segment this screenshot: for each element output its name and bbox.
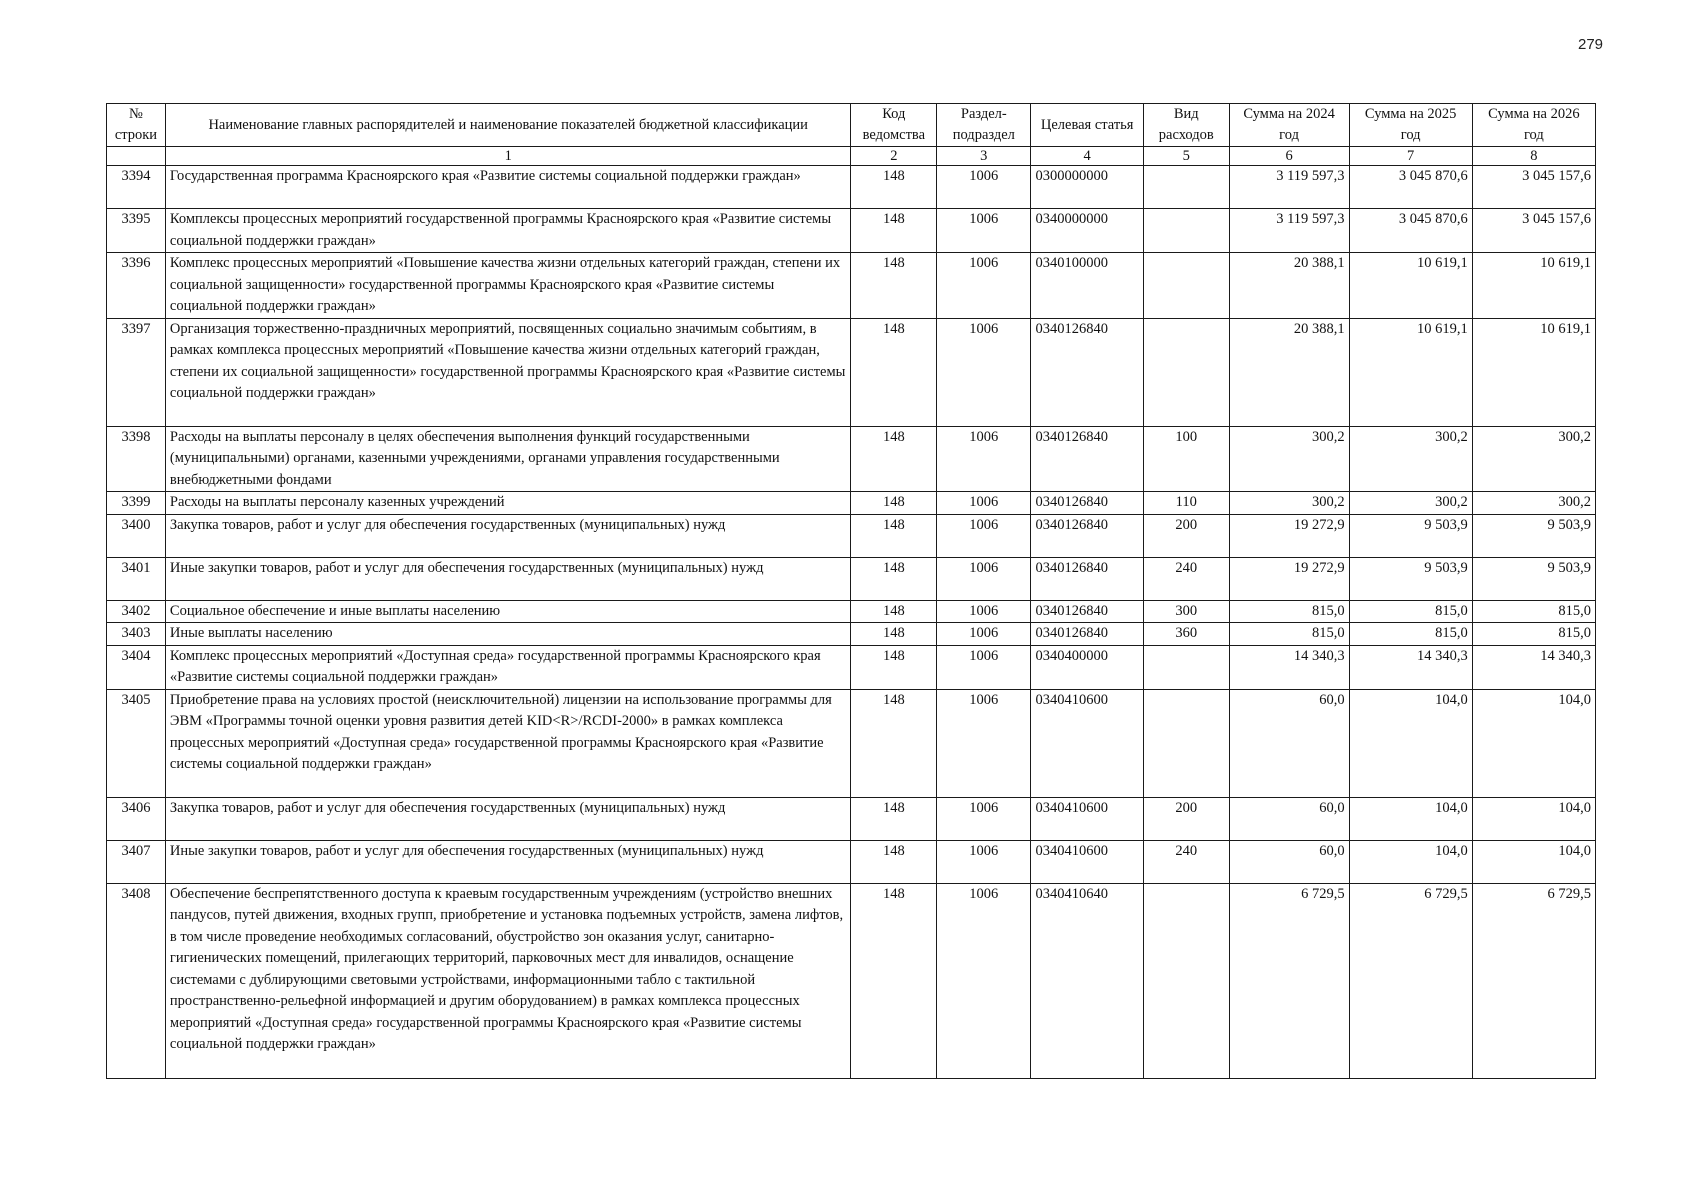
row-section: 1006 [937,883,1031,1078]
table-row [107,209,1596,253]
header-target: Целевая статья [1031,104,1143,147]
row-dept-code: 148 [851,166,937,209]
row-section: 1006 [937,797,1031,840]
row-name: Комплексы процессных мероприятий государственной программы Красноярского края «Развитие системы социальной поддержки граждан» [165,209,851,253]
table-header [107,104,1596,166]
table-row [107,492,1596,515]
header-exp-type: Вид расходов [1143,104,1229,147]
row-sum-2025: 815,0 [1349,600,1472,623]
row-number: 3404 [107,645,166,689]
row-number: 3403 [107,623,166,646]
row-name: Иные закупки товаров, работ и услуг для обеспечения государственных (муниципальных) нужд [165,840,851,883]
page-number: 279 [1578,36,1604,53]
row-section: 1006 [937,557,1031,600]
table-body [107,166,1596,1079]
table-row [107,689,1596,797]
row-section: 1006 [937,426,1031,492]
row-name: Приобретение права на условиях простой (неисключительной) лицензии на использование программы для ЭВМ «Программы точной оценки уровня развития детей KID<R>/RCDI-2000» в рамках комплекса процессных мероприятий «Доступная среда» государственной программы Красноярского края «Развитие системы социальной поддержки граждан» [165,689,851,797]
row-dept-code: 148 [851,689,937,797]
row-expense-type: 200 [1143,514,1229,557]
row-name: Расходы на выплаты персоналу в целях обеспечения выполнения функций государственными (муниципальными) органами, казенными учреждениями, органами управления государственными внебюджетными фондами [165,426,851,492]
row-name: Расходы на выплаты персоналу казенных учреждений [165,492,851,515]
table-row [107,514,1596,557]
row-target-article: 0340126840 [1031,600,1143,623]
row-name: Комплекс процессных мероприятий «Доступная среда» государственной программы Красноярского края «Развитие системы социальной поддержки граждан» [165,645,851,689]
row-dept-code: 148 [851,253,937,319]
row-target-article: 0340126840 [1031,318,1143,426]
row-number: 3398 [107,426,166,492]
table-row [107,166,1596,209]
row-sum-2024: 300,2 [1229,426,1349,492]
row-sum-2024: 60,0 [1229,689,1349,797]
row-name: Закупка товаров, работ и услуг для обеспечения государственных (муниципальных) нужд [165,514,851,557]
row-sum-2026: 815,0 [1472,600,1595,623]
row-sum-2025: 10 619,1 [1349,253,1472,319]
row-sum-2026: 104,0 [1472,689,1595,797]
row-section: 1006 [937,166,1031,209]
column-number: 3 [937,147,1031,166]
row-expense-type [1143,318,1229,426]
column-number: 7 [1349,147,1472,166]
row-target-article: 0340100000 [1031,253,1143,319]
row-sum-2026: 3 045 157,6 [1472,166,1595,209]
row-sum-2025: 300,2 [1349,492,1472,515]
header-dept: Код ведомства [851,104,937,147]
row-sum-2026: 9 503,9 [1472,557,1595,600]
row-expense-type [1143,883,1229,1078]
row-sum-2024: 3 119 597,3 [1229,166,1349,209]
row-number: 3405 [107,689,166,797]
row-sum-2026: 6 729,5 [1472,883,1595,1078]
row-number: 3396 [107,253,166,319]
row-sum-2026: 10 619,1 [1472,318,1595,426]
table-row [107,600,1596,623]
row-number: 3407 [107,840,166,883]
row-name: Организация торжественно-праздничных мероприятий, посвященных социально значимым событиям, в рамках комплекса процессных мероприятий «Повышение качества жизни отдельных категорий граждан, степени их социальной защищенности» государственной программы Красноярского края «Развитие системы социальной поддержки граждан» [165,318,851,426]
row-dept-code: 148 [851,623,937,646]
row-target-article: 0340126840 [1031,426,1143,492]
row-sum-2025: 9 503,9 [1349,514,1472,557]
row-number: 3397 [107,318,166,426]
row-dept-code: 148 [851,645,937,689]
row-target-article: 0300000000 [1031,166,1143,209]
table-row [107,623,1596,646]
row-sum-2026: 9 503,9 [1472,514,1595,557]
row-sum-2024: 60,0 [1229,797,1349,840]
row-target-article: 0340410600 [1031,689,1143,797]
column-number-row [107,147,1596,166]
row-sum-2024: 815,0 [1229,623,1349,646]
row-section: 1006 [937,623,1031,646]
row-sum-2024: 19 272,9 [1229,514,1349,557]
column-number: 2 [851,147,937,166]
row-name: Государственная программа Красноярского края «Развитие системы социальной поддержки граждан» [165,166,851,209]
row-number: 3406 [107,797,166,840]
row-sum-2026: 3 045 157,6 [1472,209,1595,253]
row-dept-code: 148 [851,600,937,623]
row-sum-2024: 60,0 [1229,840,1349,883]
row-sum-2025: 815,0 [1349,623,1472,646]
row-number: 3401 [107,557,166,600]
row-section: 1006 [937,645,1031,689]
column-number: 5 [1143,147,1229,166]
row-expense-type: 240 [1143,840,1229,883]
row-expense-type: 110 [1143,492,1229,515]
row-target-article: 0340410600 [1031,840,1143,883]
row-dept-code: 148 [851,492,937,515]
row-target-article: 0340410640 [1031,883,1143,1078]
row-section: 1006 [937,318,1031,426]
row-sum-2025: 104,0 [1349,840,1472,883]
row-target-article: 0340000000 [1031,209,1143,253]
row-target-article: 0340126840 [1031,492,1143,515]
row-expense-type: 100 [1143,426,1229,492]
row-target-article: 0340410600 [1031,797,1143,840]
column-number: 6 [1229,147,1349,166]
row-name: Иные закупки товаров, работ и услуг для обеспечения государственных (муниципальных) нужд [165,557,851,600]
row-dept-code: 148 [851,840,937,883]
header-row-num: № строки [107,104,166,147]
table-row [107,645,1596,689]
row-section: 1006 [937,600,1031,623]
row-section: 1006 [937,209,1031,253]
row-sum-2024: 19 272,9 [1229,557,1349,600]
row-dept-code: 148 [851,797,937,840]
row-target-article: 0340126840 [1031,514,1143,557]
table-row [107,318,1596,426]
row-sum-2026: 14 340,3 [1472,645,1595,689]
row-sum-2025: 14 340,3 [1349,645,1472,689]
row-name: Обеспечение беспрепятственного доступа к краевым государственным учреждениям (устройство внешних пандусов, путей движения, входных групп, приобретение и установка подъемных устройств, замена лифтов, в том числе проведение необходимых согласований, обустройство зон оказания услуг, санитарно-гигиенических помещений, прилегающих территорий, парковочных мест для инвалидов, оснащение системами с дублирующими световыми устройствами, информационными табло с тактильной пространственно-рельефной информацией и другим оборудованием) в рамках комплекса процессных мероприятий «Доступная среда» государственной программы Красноярского края «Развитие системы социальной поддержки граждан» [165,883,851,1078]
table-row [107,840,1596,883]
row-expense-type: 200 [1143,797,1229,840]
row-number: 3399 [107,492,166,515]
row-section: 1006 [937,514,1031,557]
budget-table [106,103,1596,1079]
row-sum-2024: 3 119 597,3 [1229,209,1349,253]
row-sum-2026: 815,0 [1472,623,1595,646]
row-sum-2025: 300,2 [1349,426,1472,492]
row-dept-code: 148 [851,514,937,557]
header-sum-2025: Сумма на 2025 год [1349,104,1472,147]
column-number: 4 [1031,147,1143,166]
table-row [107,883,1596,1078]
row-section: 1006 [937,840,1031,883]
row-sum-2026: 10 619,1 [1472,253,1595,319]
header-row [107,104,1596,147]
row-number: 3408 [107,883,166,1078]
table-row [107,426,1596,492]
row-expense-type [1143,253,1229,319]
row-expense-type [1143,645,1229,689]
row-number: 3400 [107,514,166,557]
row-section: 1006 [937,253,1031,319]
row-expense-type [1143,209,1229,253]
row-sum-2026: 104,0 [1472,840,1595,883]
row-sum-2024: 20 388,1 [1229,318,1349,426]
row-dept-code: 148 [851,318,937,426]
row-sum-2025: 104,0 [1349,797,1472,840]
column-number: 1 [165,147,851,166]
row-sum-2025: 9 503,9 [1349,557,1472,600]
row-sum-2025: 3 045 870,6 [1349,166,1472,209]
row-target-article: 0340400000 [1031,645,1143,689]
row-number: 3402 [107,600,166,623]
row-dept-code: 148 [851,883,937,1078]
row-sum-2024: 14 340,3 [1229,645,1349,689]
row-number: 3394 [107,166,166,209]
row-dept-code: 148 [851,426,937,492]
row-expense-type [1143,689,1229,797]
row-sum-2025: 10 619,1 [1349,318,1472,426]
table-row [107,253,1596,319]
column-number: 8 [1472,147,1595,166]
row-sum-2024: 20 388,1 [1229,253,1349,319]
row-expense-type [1143,166,1229,209]
header-sum-2024: Сумма на 2024 год [1229,104,1349,147]
row-sum-2024: 6 729,5 [1229,883,1349,1078]
row-expense-type: 240 [1143,557,1229,600]
row-name: Закупка товаров, работ и услуг для обеспечения государственных (муниципальных) нужд [165,797,851,840]
table-row [107,557,1596,600]
row-name: Иные выплаты населению [165,623,851,646]
row-number: 3395 [107,209,166,253]
row-dept-code: 148 [851,557,937,600]
row-section: 1006 [937,492,1031,515]
header-section: Раздел-подраздел [937,104,1031,147]
header-sum-2026: Сумма на 2026 год [1472,104,1595,147]
row-sum-2025: 3 045 870,6 [1349,209,1472,253]
row-expense-type: 360 [1143,623,1229,646]
header-name: Наименование главных распорядителей и наименование показателей бюджетной классификации [165,104,851,147]
row-dept-code: 148 [851,209,937,253]
table-row [107,797,1596,840]
row-name: Комплекс процессных мероприятий «Повышение качества жизни отдельных категорий граждан, степени их социальной защищенности» государственной программы Красноярского края «Развитие системы социальной поддержки граждан» [165,253,851,319]
row-sum-2026: 300,2 [1472,426,1595,492]
row-name: Социальное обеспечение и иные выплаты населению [165,600,851,623]
row-sum-2025: 104,0 [1349,689,1472,797]
row-expense-type: 300 [1143,600,1229,623]
row-sum-2026: 104,0 [1472,797,1595,840]
row-sum-2025: 6 729,5 [1349,883,1472,1078]
column-number-blank [107,147,166,166]
row-section: 1006 [937,689,1031,797]
row-target-article: 0340126840 [1031,623,1143,646]
row-sum-2026: 300,2 [1472,492,1595,515]
row-sum-2024: 300,2 [1229,492,1349,515]
row-sum-2024: 815,0 [1229,600,1349,623]
row-target-article: 0340126840 [1031,557,1143,600]
